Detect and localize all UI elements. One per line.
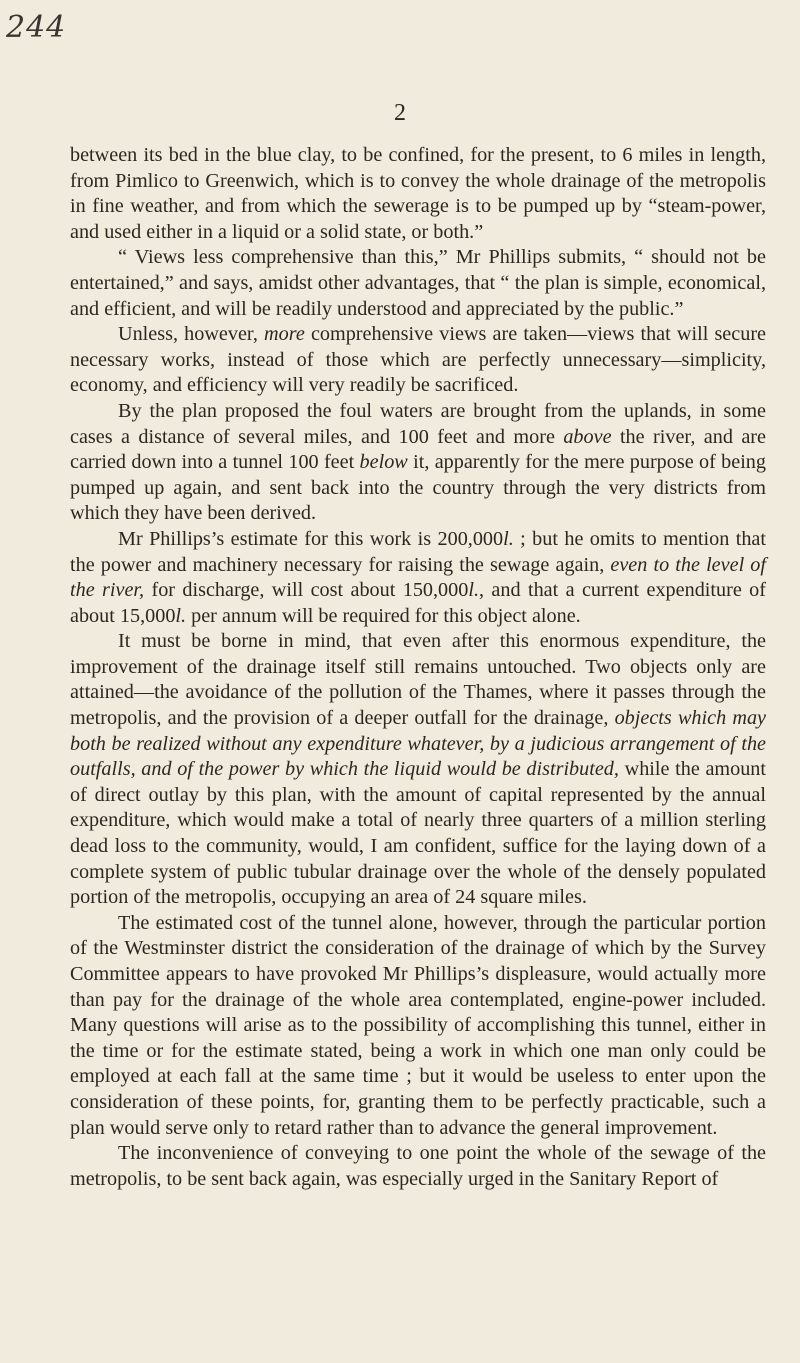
text-run: it, apparently for the mere purpose of being pumped up again, and sent back into the country through the very districts from which they have been derived.: [70, 451, 766, 525]
italic-text: objects which may both be realized without any expenditure whatever, by a judicious arrangement of the outfalls, and of the power by which the liquid would be distributed,: [70, 707, 766, 781]
text-run: while the amount of direct outlay by this plan, with the amount of capital represented by the annual expenditure, which would make a total of nearly three quarters of a million sterling dead loss to the community, would, I am confident, suffice for the laying down of a complete system of public tubular drainage over the whole of the densely populated portion of the metropolis, occupying an area of 24 square miles.: [70, 758, 766, 909]
text-run: , and that a current expenditure of about 15,000: [70, 579, 766, 627]
text-run: “ Views less comprehensive than this,” Mr Phillips submits, “ should not be entertained,” and says, amidst other advantages, that “ the plan is simple, economical, and efficient, and will be readily understood and appreciated by the public.”: [70, 246, 766, 320]
text-run: By the plan proposed the foul waters are brought from the uplands, in some cases a distance of several miles, and 100 feet and more: [70, 399, 766, 448]
italic-text: more: [264, 323, 305, 346]
text-run: ; but he omits to mention that the power and machinery necessary for raising the sewage again,: [70, 527, 766, 576]
body-text: [70, 143, 766, 1192]
italic-text: above: [563, 425, 612, 448]
text-run: per annum will be required for this object alone.: [186, 604, 581, 627]
paragraph: [70, 322, 766, 399]
page-number: 2: [394, 100, 406, 126]
text-run: Unless, however,: [118, 323, 265, 346]
paragraph: [70, 143, 766, 245]
handwritten-margin-note: 244: [6, 10, 67, 45]
text-run: The inconvenience of conveying to one point the whole of the sewage of the metropolis, to be sent back again, was especially urged in the Sanitary Report of: [70, 1142, 766, 1190]
italic-text: even to the level of the river,: [70, 553, 766, 602]
paragraph: [70, 527, 766, 629]
italic-text: l.: [175, 604, 187, 627]
text-run: the river, and are carried down into a tunnel 100 feet: [70, 425, 766, 474]
text-run: for discharge, will cost about 150,000: [144, 579, 469, 602]
paragraph: [70, 245, 766, 322]
paragraph: [70, 1141, 766, 1192]
paragraph: [70, 399, 766, 527]
text-run: The estimated cost of the tunnel alone, however, through the particular portion of the Westminster district the consideration of the drainage of which by the Survey Committee appears to have provoked Mr Phillips’s displeasure, would actually more than pay for the drainage of the whole area contemplated, engine-power included. Many questions will arise as to the possibility of accomplishing this tunnel, either in the time or for the estimate stated, being a work in which one man only could be employed at each fall at the same time ; but it would be useless to enter upon the consideration of these points, for, granting them to be perfectly practicable, such a plan would serve only to retard rather than to advance the general improvement.: [70, 911, 766, 1139]
text-run: It must be borne in mind, that even after this enormous expenditure, the improvement of the drainage itself still remains untouched. Two objects only are attained—the avoidance of the pollution of the Thames, where it passes through the metropolis, and the provision of a deeper outfall for the drainage,: [70, 630, 766, 730]
italic-text: l.: [503, 527, 514, 550]
paragraph: [70, 911, 766, 1141]
italic-text: below: [359, 451, 408, 474]
text-run: between its bed in the blue clay, to be confined, for the present, to 6 miles in length, from Pimlico to Greenwich, which is to convey the whole drainage of the metropolis in fine weather, and from which the sewerage is to be pumped up by “steam-power, and used either in a liquid or a solid state, or both.”: [70, 144, 766, 243]
text-run: comprehensive views are taken—views that will secure necessary works, instead of those which are perfectly unnecessary—simplicity, economy, and efficiency will very readily be sacrificed.: [70, 323, 767, 397]
paragraph: [70, 629, 766, 911]
italic-text: l.: [468, 579, 479, 602]
text-run: Mr Phillips’s estimate for this work is 200,000: [118, 527, 504, 550]
